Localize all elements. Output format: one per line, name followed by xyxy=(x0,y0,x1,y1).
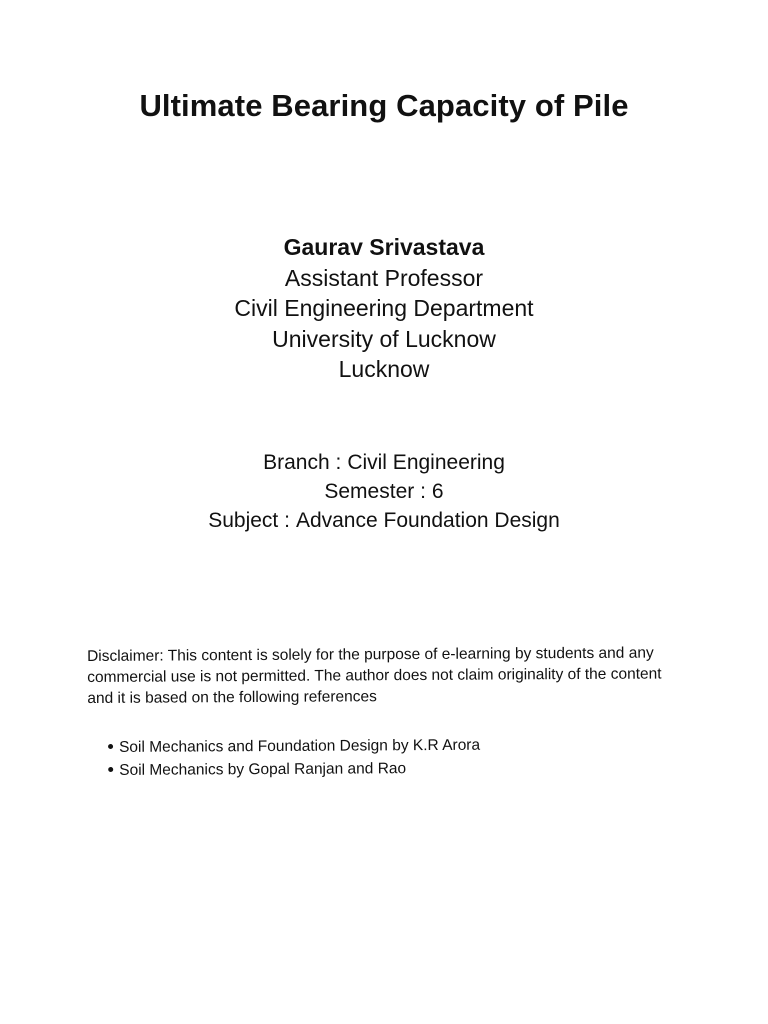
bullet-icon xyxy=(108,744,113,749)
course-info xyxy=(0,448,768,535)
semester-row xyxy=(0,477,768,506)
author-name: Gaurav Srivastava xyxy=(283,234,485,260)
reference-text: Soil Mechanics and Foundation Design by K.R Arora xyxy=(119,736,481,756)
author-block xyxy=(0,232,768,385)
page-title: Ultimate Bearing Capacity of Pile xyxy=(139,88,629,123)
list-item xyxy=(108,756,628,782)
reference-list xyxy=(108,733,628,782)
disclaimer-text: Disclaimer: This content is solely for the purpose of e-learning by students and any commercial use is not permitted. The author does not claim originality of the content and it is based on the following references xyxy=(87,644,662,707)
author-position: Assistant Professor xyxy=(284,264,484,291)
subject-row xyxy=(0,506,768,535)
branch-label: Branch : xyxy=(263,451,342,474)
reference-text: Soil Mechanics by Gopal Ranjan and Rao xyxy=(119,760,407,779)
author-city: Lucknow xyxy=(338,356,430,382)
author-university: University of Lucknow xyxy=(272,325,496,352)
branch-row xyxy=(0,448,768,477)
author-department: Civil Engineering Department xyxy=(234,295,534,321)
bullet-icon xyxy=(108,767,113,772)
branch-value: Civil Engineering xyxy=(347,451,505,474)
semester-label: Semester : xyxy=(324,480,426,503)
list-item xyxy=(108,733,628,759)
subject-value: Advance Foundation Design xyxy=(295,509,560,532)
subject-label: Subject : xyxy=(208,509,290,532)
semester-value: 6 xyxy=(431,480,444,503)
